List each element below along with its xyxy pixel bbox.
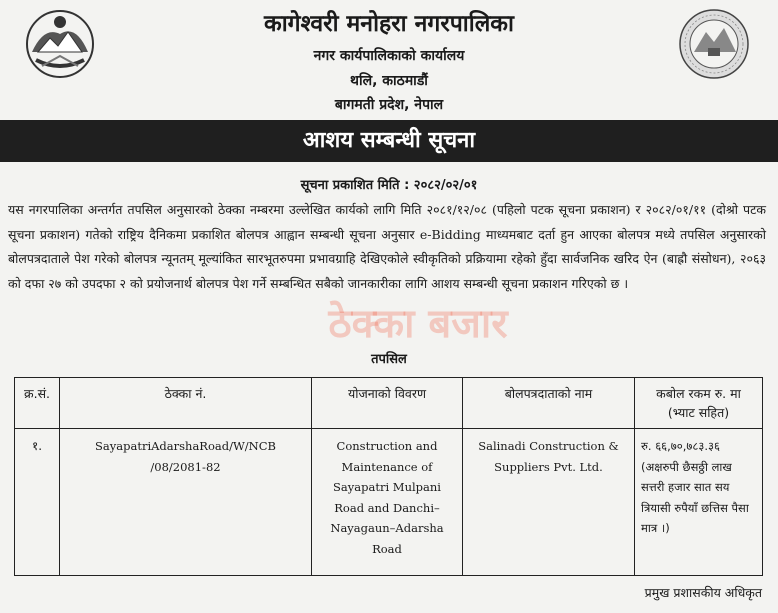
col-header-contract-no: ठेक्का नं. [60, 378, 312, 429]
signatory-title: प्रमुख प्रशासकीय अधिकृत [644, 585, 762, 600]
office-name: नगर कार्यपालिकाको कार्यालय [313, 48, 465, 64]
details-heading: तपसिल [371, 352, 407, 367]
cell-project: Construction and Maintenance of Sayapatri Mulpani Road and Danchi–Nayagaun–Adarsha Road [312, 429, 463, 576]
cell-sn: १. [15, 429, 60, 576]
office-location: थलि, काठमाडौं [350, 73, 428, 89]
col-header-amount: कबोल रकम रु. मा (भ्याट सहित) [635, 378, 763, 429]
details-table [14, 377, 763, 576]
notice-body: यस नगरपालिका अन्तर्गत तपसिल अनुसारको ठेक्का नम्बरमा उल्लेखित कार्यको लागि मिति २०८१/१२/०८ (पहिलो पटक सूचना प्रकाशन) र २०८२/०१/११ (दोश्रो पटक सूचना प्रकाशन) गतेको राष्ट्रिय दैनिकमा प्रकाशित बोलपत्र आह्वान सम्बन्धी सूचना अनुसार e-Bidding माध्यमबाट दर्ता हुन आएका बोलपत्र मध्ये तपसिल अनुसारको बोलपत्रदाताले पेश गरेको बोलपत्र न्यूनतम् मूल्यांकित सारभूतरुपमा प्रभावग्राहि देखिएकोले स्वीकृतिको प्रक्रियामा रहेको हुँदा सार्वजनिक खरिद ऐन (बाह्रौ संसोधन), २०६३ को दफा २७ को उपदफा २ को प्रयोजनार्थ बोलपत्र पेश गर्ने सम्बन्धित सबैको जानकारीका लागि आशय सम्बन्धी सूचना प्रकाशन गरिएको छ । [8, 202, 766, 291]
col-header-project: योजनाको विवरण [312, 378, 463, 429]
cell-amount: रु. ६६,७०,७८३.३६ (अक्षरुपी छैसठ्ठी लाख सत्तरी हजार सात सय त्रियासी रुपैयाँ छत्तिस पैसा मात्र ।) [635, 429, 763, 576]
province-name: बागमती प्रदेश, नेपाल [334, 97, 444, 113]
cell-contract-no: SayapatriAdarshaRoad/W/NCB /08/2081-82 [60, 429, 312, 576]
table-row [15, 429, 763, 576]
publish-date: सूचना प्रकाशित मिति : २०८२/०२/०१ [300, 178, 478, 193]
letterhead [0, 0, 778, 120]
notice-banner: आशय सम्बन्धी सूचना [0, 120, 778, 162]
municipality-name: कागेश्वरी मनोहरा नगरपालिका [264, 11, 514, 37]
watermark: ठेक्का बजार [328, 301, 508, 347]
cell-bidder: Salinadi Construction & Suppliers Pvt. Ltd. [463, 429, 635, 576]
col-header-bidder: बोलपत्रदाताको नाम [463, 378, 635, 429]
table-header-row [15, 378, 763, 429]
col-header-sn: क्र.सं. [15, 378, 60, 429]
